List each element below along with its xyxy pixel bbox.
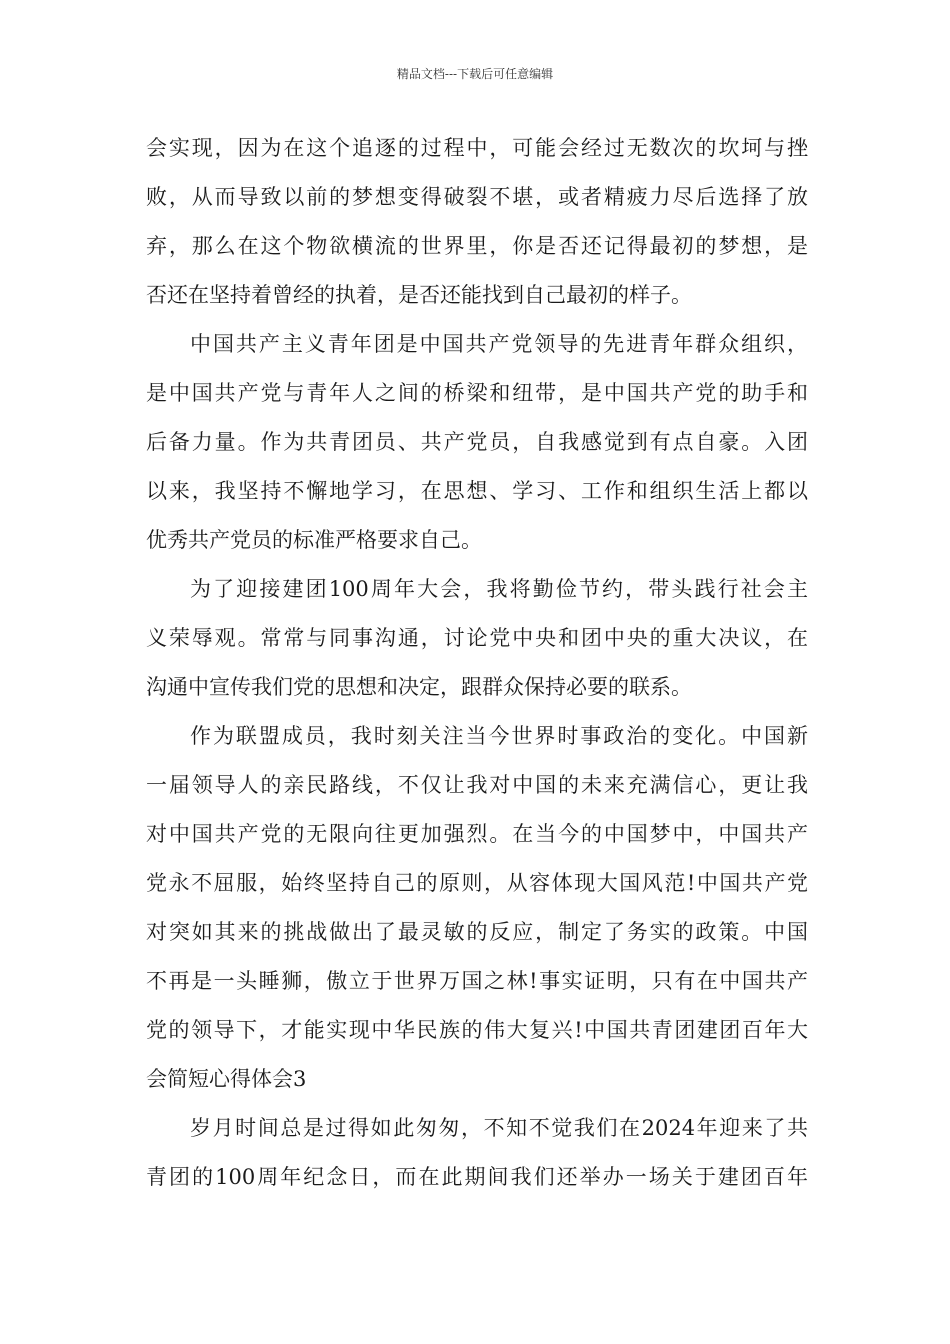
paragraph-4-line-1: 作为联盟成员，我时刻关注当今世界时事政治的变化。中国新 [190,724,808,748]
paragraph-1-line-1: 会实现，因为在这个追逐的过程中，可能会经过无数次的坎坷与挫 [146,136,808,160]
paragraph-2-line-3: 后备力量。作为共青团员、共产党员，自我感觉到有点自豪。入团 [146,430,808,454]
document-body [146,124,808,1202]
paragraph-4-line-3: 对中国共产党的无限向往更加强烈。在当今的中国梦中，中国共产 [146,822,808,846]
paragraph-4-line-5: 对突如其来的挑战做出了最灵敏的反应，制定了务实的政策。中国 [146,920,808,944]
paragraph-5-line-1: 岁月时间总是过得如此匆匆，不知不觉我们在2024年迎来了共 [190,1116,808,1140]
paragraph-4-line-6: 不再是一头睡狮，傲立于世界万国之林!事实证明，只有在中国共产 [146,969,808,993]
paragraph-3-line-1: 为了迎接建团100周年大会，我将勤俭节约，带头践行社会主 [190,577,808,601]
paragraph-3-line-2: 义荣辱观。常常与同事沟通，讨论党中央和团中央的重大决议，在 [146,626,808,650]
paragraph-4-line-8: 会简短心得体会3 [146,1067,307,1091]
paragraph-3-line-3: 沟通中宣传我们党的思想和决定，跟群众保持必要的联系。 [146,675,692,699]
paragraph-2-line-1: 中国共产主义青年团是中国共产党领导的先进青年群众组织， [190,332,808,356]
paragraph-4-line-4: 党永不屈服，始终坚持自己的原则，从容体现大国风范!中国共产党 [146,871,808,895]
paragraph-4-line-2: 一届领导人的亲民路线，不仅让我对中国的未来充满信心，更让我 [146,773,808,797]
paragraph-4-line-7: 党的领导下，才能实现中华民族的伟大复兴!中国共青团建团百年大 [146,1018,808,1042]
paragraph-1-line-3: 弃，那么在这个物欲横流的世界里，你是否还记得最初的梦想，是 [146,234,808,258]
paragraph-2-line-4: 以来，我坚持不懈地学习，在思想、学习、工作和组织生活上都以 [146,479,808,503]
page-header: 精品文档---下载后可任意编辑 [396,67,554,81]
paragraph-5-line-2: 青团的100周年纪念日，而在此期间我们还举办一场关于建团百年 [146,1165,808,1189]
paragraph-2-line-2: 是中国共产党与青年人之间的桥梁和纽带，是中国共产党的助手和 [146,381,808,405]
paragraph-1-line-4: 否还在坚持着曾经的执着，是否还能找到自己最初的样子。 [146,283,692,307]
paragraph-2-line-5: 优秀共产党员的标准严格要求自己。 [146,528,482,552]
paragraph-1-line-2: 败，从而导致以前的梦想变得破裂不堪，或者精疲力尽后选择了放 [146,185,808,209]
